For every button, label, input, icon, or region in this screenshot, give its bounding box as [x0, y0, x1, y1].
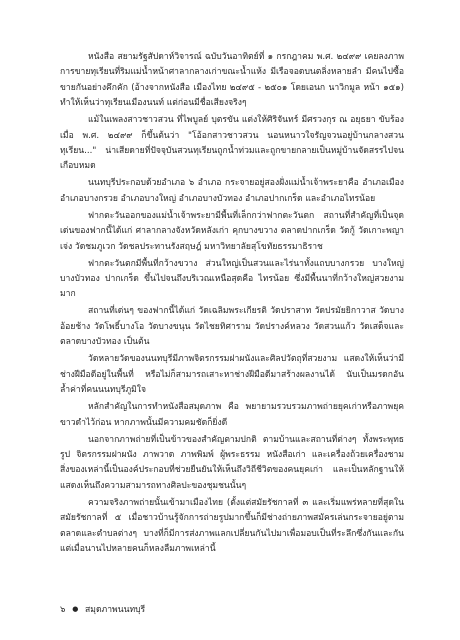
bullet-separator: ● — [72, 605, 79, 613]
paragraph-2: แม้ในเพลงสาวชาวสวน ที่ไพบูลย์ บุตรขัน แต่งให้ศิริจันทร์ มีศรวงกุร ณ อยุธยา ขับร้องเมื่อ พ.ศ. ๒๔๙๙ ก็ขึ้นต้นว่า "โอ้อกสาวชาวสวน นอนหนาวใจรัญจวนอยู่บ้านกลางสวนทุเรียน..." น่าเสียดายที่ปัจจุบันสวนทุเรียนถูกน้ำท่วมและถูกขายกลายเป็นหมู่บ้านจัดสรรไปจนเกือบหมด — [60, 115, 404, 172]
paragraph-4: ฟากตะวันออกของแม่น้ำเจ้าพระยามีพื้นที่เล็กกว่าฟากตะวันตก สถานที่สำคัญที่เป็นจุดเด่นของฟากนี้ได้แก่ ศาลากลางจังหวัดหลังเก่า คุกบางขวาง ตลาดปากเกร็ด วัดกู้ วัดเกาะพญาเจ่ง วัดชมภูเวก วัดชลประทานรังสฤษฎ์ มหาวิทยาลัยสุโขทัยธรรมาธิราช — [60, 210, 404, 252]
paragraph-9: นอกจากภาพถ่ายที่เป็นข้าวของสำคัญตามปกติ ตามบ้านและสถานที่ต่างๆ ทั้งพระพุทธรูป จิตรกรรมฝาผนัง ภาพวาด ภาพพิมพ์ ผู้พระธรรม หนังสือเก่า และเครื่องถ้วยเครื่องชาม สิ่งของเหล่านี้เป็นองค์ประกอบที่ช่วยยืนยันให้เห็นถึงวิถีชีวิตของคนยุคเก่า และเป็นหลักฐานให้แสดงเห็นถึงความสามารถทางศิลปะของชุมชนนั้นๆ — [60, 434, 404, 491]
book-title: สมุดภาพนนทบุรี — [85, 605, 146, 615]
paragraph-5: ฟากตะวันตกมีพื้นที่กว้างขวาง ส่วนใหญ่เป็นสวนและไร่นาทั้งแถบบางกรวย บางใหญ่ บางบัวทอง ปากเกร็ด ขึ้นไปจนถึงบริเวณเหนือสุดคือ ไทรน้อย ซึ่งมีพื้นนาที่กว้างใหญ่สวยงามมาก — [60, 258, 404, 300]
paragraph-8: หลักสำคัญในการทำหนังสือสมุดภาพ คือ พยายามรวบรวมภาพถ่ายยุคเก่าหรือภาพยุคขาวดำไว้ก่อน หากภาพนั้นมีความคมชัดก็ยิ่งดี — [60, 402, 404, 428]
page-number: ๖ — [60, 605, 66, 615]
paragraph-1: หนังสือ สยามรัฐสัปดาห์วิจารณ์ ฉบับวันอาทิตย์ที่ ๑ กรกฎาคม พ.ศ. ๒๔๙๙ เคยลงภาพการขายทุเรียนที่ริมแม่น้ำหน้าศาลากลางเก่าขณะน้ำแห้ง มีเรือจอดบนตลิ่งหลายลำ มีคนไปซื้อขายกันอย่างคึกคัก (อ้างจากหนังสือ เมืองไทย ๒๔๙๕ - ๒๕๐๑ โดยเอนก นาวิกมูล หน้า ๑๕๑) ทำให้เห็นว่าทุเรียนเมืองนนท์ แต่ก่อนมีชื่อเสียงจริงๆ — [60, 52, 404, 109]
body-text — [60, 50, 404, 559]
paragraph-6: สถานที่เด่นๆ ของฟากนี้ได้แก่ วัดเฉลิมพระเกียรติ วัดปราสาท วัดปรมัยยิกาวาส วัดบางอ้อยช้าง วัดโพธิ์บางโอ วัดบางขนุน วัดไชยทิศาราม วัดปรางค์หลวง วัดสวนแก้ว วัดเสด็จและตลาดบางบัวทอง เป็นต้น — [60, 306, 404, 348]
paragraph-7: วัดหลายวัดของนนทบุรีมีภาพจิตรกรรมฝาผนังและศิลปวัตถุที่สวยงาม แสดงให้เห็นว่ามีช่างฝีมือดีอยู่ในพื้นที่ หรือไม่ก็สามารถเสาะหาช่างฝีมือดีมาสร้างผลงานได้ นับเป็นมรดกอันล้ำค่าที่คนนนทบุรีภูมิใจ — [60, 354, 404, 396]
page-footer — [60, 603, 145, 616]
paragraph-10: ความจริงภาพถ่ายนั้นเข้ามาเมืองไทย (ตั้งแต่สมัยรัชกาลที่ ๓ และเริ่มแพร่หลายที่สุดในสมัยรัชกาลที่ ๕ เมื่อชาวบ้านรู้จักการถ่ายรูปมากขึ้นก็มีช่างถ่ายภาพสมัครเล่นกระจายอยู่ตามตลาดและตำบลต่างๆ บางที่ก็มีการส่งภาพแลกเปลี่ยนกันไปมาเพื่อมอบเป็นที่ระลึกซึ่งกันและกัน แต่เมื่อนานไปหลายคนก็หลงลืมภาพเหล่านี้ — [60, 497, 404, 554]
paragraph-3: นนทบุรีประกอบด้วยอำเภอ ๖ อำเภอ กระจายอยู่สองฝั่งแม่น้ำเจ้าพระยาคือ อำเภอเมือง อำเภอบางกรวย อำเภอบางใหญ่ อำเภอบางบัวทอง อำเภอปากเกร็ด และอำเภอไทรน้อย — [60, 178, 404, 204]
